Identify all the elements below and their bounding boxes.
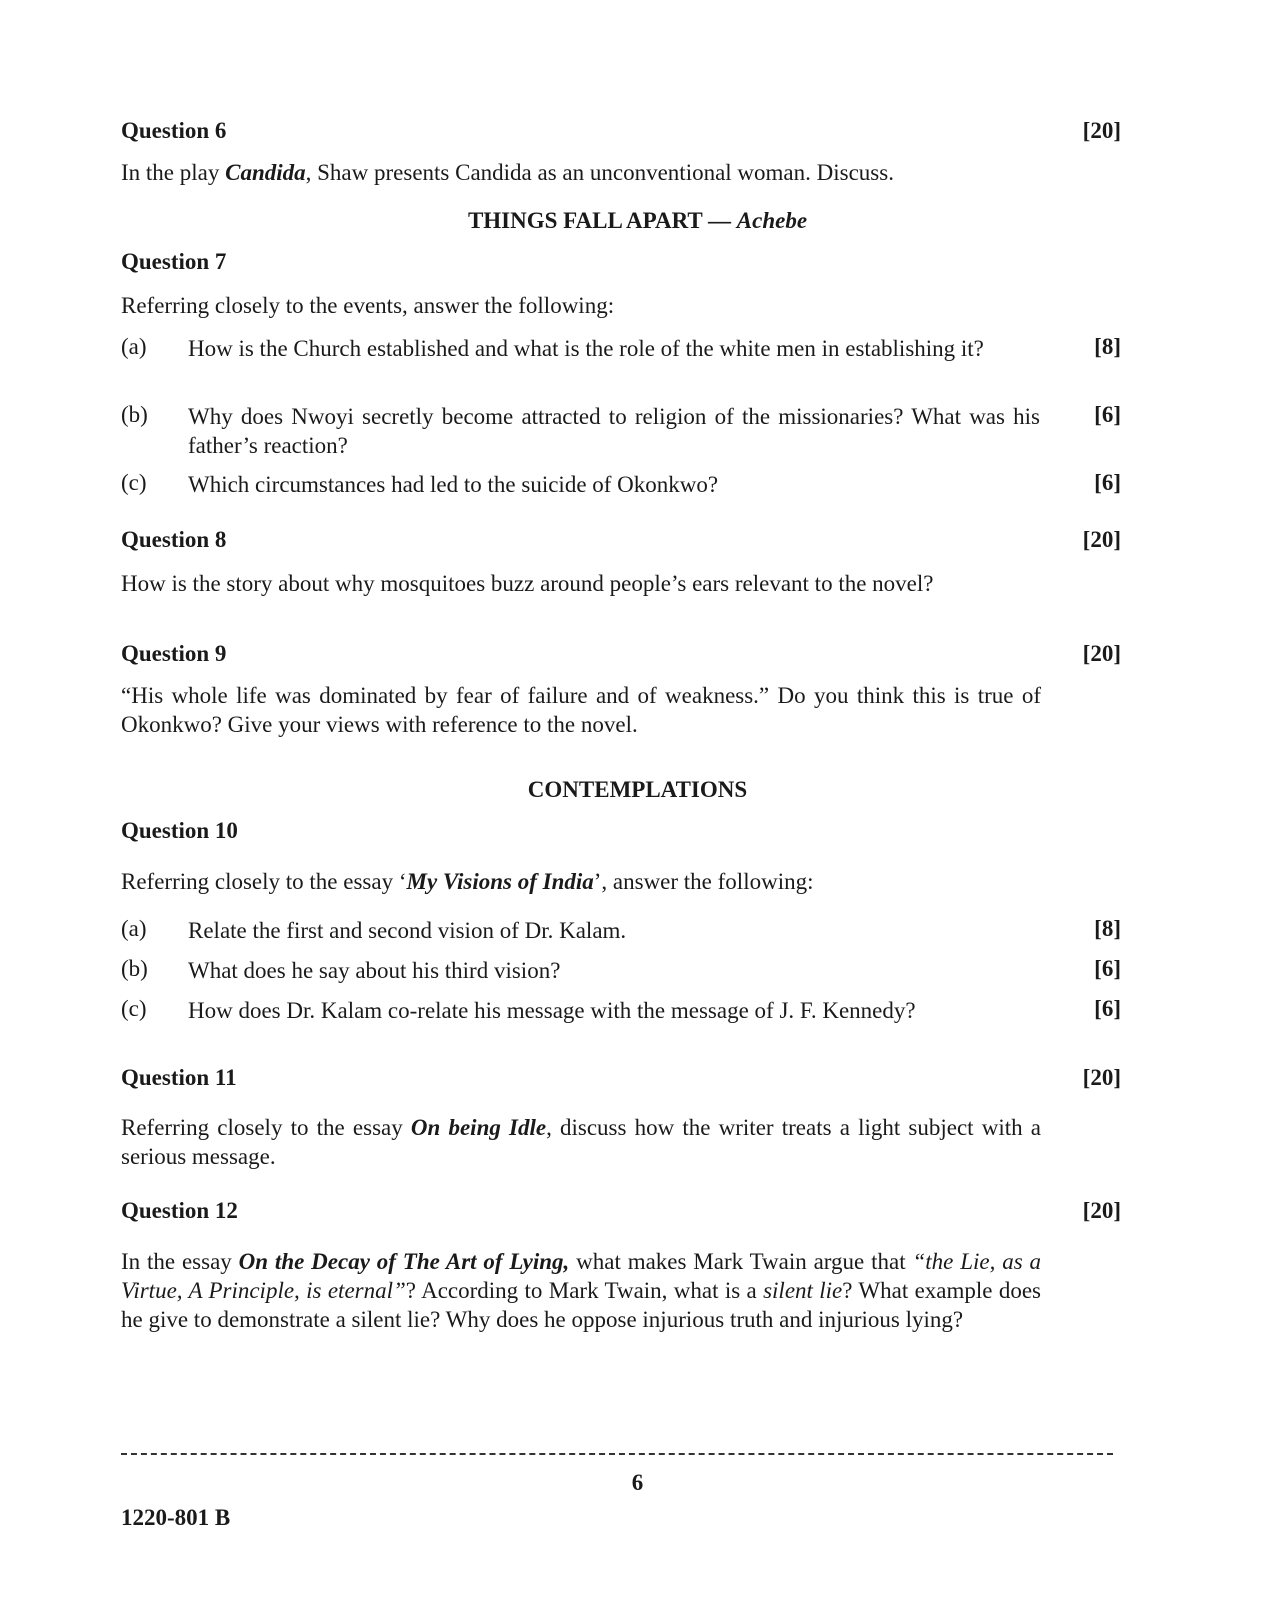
question-11-text: Referring closely to the essay On being Idle, discuss how the writer treats a light subject with a serious message. — [121, 1115, 1041, 1169]
q10-item-c-text: How does Dr. Kalam co-relate his message with the message of J. F. Kennedy? — [188, 998, 916, 1023]
q10-item-b-marks: [6] — [1094, 956, 1121, 981]
question-8-marks: [20] — [1082, 527, 1121, 552]
paper-code: 1220-801 B — [121, 1505, 231, 1530]
q10-item-a-label: (a) — [121, 916, 147, 941]
q7-item-b-label: (b) — [121, 402, 148, 427]
question-12-text: In the essay On the Decay of The Art of Lying, what makes Mark Twain argue that “the Lie, as a Virtue, A Principle, is eternal”? According to Mark Twain, what is a silent lie? What example does he give to demonstrate a silent lie? Why does he oppose injurious truth and injurious lying? — [121, 1249, 1042, 1332]
section-heading-things-fall-apart: THINGS FALL APART — Achebe — [467, 208, 808, 233]
question-12-title: Question 12 — [121, 1198, 238, 1223]
question-11-marks: [20] — [1082, 1065, 1121, 1090]
question-6-title: Question 6 — [121, 118, 227, 143]
q10-item-c-label: (c) — [121, 996, 147, 1021]
q7-item-c-text: Which circumstances had led to the suicide of Okonkwo? — [188, 472, 719, 497]
question-9-text: “His whole life was dominated by fear of failure and of weakness.” Do you think this is true of Okonkwo? Give your views with reference to the novel. — [121, 683, 1041, 737]
question-6-text: In the play Candida, Shaw presents Candida as an unconventional woman. Discuss. — [121, 160, 894, 185]
question-10-intro: Referring closely to the essay ‘My Visions of India’, answer the following: — [121, 869, 814, 894]
q10-item-c-marks: [6] — [1094, 996, 1121, 1021]
question-9-title: Question 9 — [121, 641, 227, 666]
question-8-title: Question 8 — [121, 527, 227, 552]
section-heading-contemplations: CONTEMPLATIONS — [527, 777, 748, 802]
footer-divider — [121, 1453, 1113, 1455]
question-7-title: Question 7 — [121, 249, 227, 274]
q7-item-c-marks: [6] — [1094, 470, 1121, 495]
q10-item-a-text: Relate the first and second vision of Dr. Kalam. — [188, 918, 627, 943]
q7-item-a-label: (a) — [121, 334, 147, 359]
q7-item-a-text: How is the Church established and what is the role of the white men in establishing it? — [188, 336, 984, 361]
question-10-title: Question 10 — [121, 818, 238, 843]
question-7-intro: Referring closely to the events, answer the following: — [121, 293, 615, 318]
q7-item-c-label: (c) — [121, 470, 147, 495]
question-8-text: How is the story about why mosquitoes buzz around people’s ears relevant to the novel? — [121, 571, 934, 596]
q10-item-a-marks: [8] — [1094, 916, 1121, 941]
q7-item-b-marks: [6] — [1094, 402, 1121, 427]
q10-item-b-text: What does he say about his third vision? — [188, 958, 561, 983]
q10-item-b-label: (b) — [121, 956, 148, 981]
q7-item-b-text: Why does Nwoyi secretly become attracted to religion of the missionaries? What was his father’s reaction? — [188, 404, 1040, 458]
question-11-title: Question 11 — [121, 1065, 237, 1090]
q7-item-a-marks: [8] — [1094, 334, 1121, 359]
question-9-marks: [20] — [1082, 641, 1121, 666]
question-6-marks: [20] — [1082, 118, 1121, 143]
page-number: 6 — [631, 1470, 644, 1495]
question-12-marks: [20] — [1082, 1198, 1121, 1223]
